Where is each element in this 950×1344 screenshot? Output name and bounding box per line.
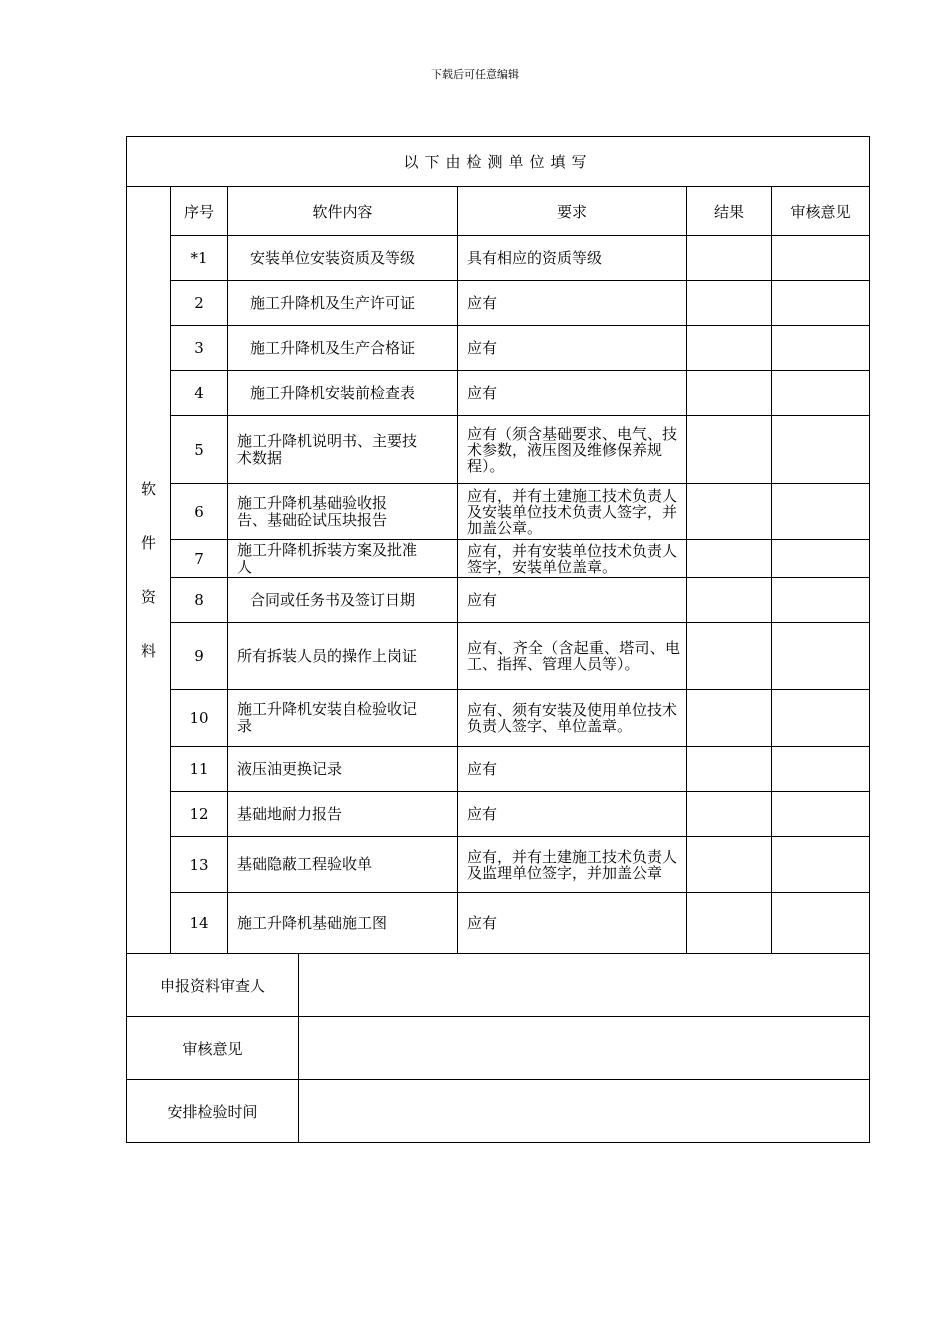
row-requirement: 应有 [458,326,687,371]
row-result[interactable] [687,326,772,371]
row-result[interactable] [687,837,772,893]
row-number: 13 [171,837,228,893]
schedule-field[interactable] [299,1080,870,1143]
table-row [127,281,870,326]
opinion-field[interactable] [299,1017,870,1080]
table-row [127,371,870,416]
col-header-no: 序号 [171,187,228,236]
row-number: 10 [171,690,228,747]
row-content: 基础隐蔽工程验收单 [228,837,458,893]
row-number: 4 [171,371,228,416]
row-number: 9 [171,623,228,690]
row-content: 施工升降机安装自检验收记录 [228,690,458,747]
row-content: 所有拆装人员的操作上岗证 [228,623,458,690]
row-result[interactable] [687,747,772,792]
reviewer-label: 申报资料审查人 [127,954,299,1017]
row-result[interactable] [687,236,772,281]
row-result[interactable] [687,623,772,690]
col-header-content: 软件内容 [228,187,458,236]
row-content: 施工升降机说明书、主要技术数据 [228,416,458,484]
row-requirement: 应有，并有土建施工技术负责人及安装单位技术负责人签字，并加盖公章。 [458,484,687,540]
row-number: 12 [171,792,228,837]
row-opinion[interactable] [772,236,870,281]
row-content: 基础地耐力报告 [228,792,458,837]
row-content: 施工升降机拆装方案及批准人 [228,540,458,578]
row-opinion[interactable] [772,326,870,371]
row-content: 施工升降机及生产许可证 [228,281,458,326]
col-header-result: 结果 [687,187,772,236]
row-result[interactable] [687,690,772,747]
row-opinion[interactable] [772,792,870,837]
table-row [127,326,870,371]
col-header-requirement: 要求 [458,187,687,236]
side-label-software-materials [127,187,171,954]
footer-row-opinion [127,1017,870,1080]
opinion-label: 审核意见 [127,1017,299,1080]
col-header-opinion: 审核意见 [772,187,870,236]
row-content: 施工升降机安装前检查表 [228,371,458,416]
table-row [127,484,870,540]
footer-row-reviewer [127,954,870,1017]
table-row [127,236,870,281]
table-row [127,540,870,578]
side-char: 件 [140,534,156,552]
row-opinion[interactable] [772,893,870,954]
row-number: 2 [171,281,228,326]
row-content: 施工升降机基础施工图 [228,893,458,954]
row-requirement: 具有相应的资质等级 [458,236,687,281]
row-opinion[interactable] [772,837,870,893]
row-number: 5 [171,416,228,484]
row-requirement: 应有、齐全（含起重、塔司、电工、指挥、管理人员等）。 [458,623,687,690]
row-requirement: 应有 [458,893,687,954]
row-opinion[interactable] [772,281,870,326]
row-requirement: 应有，并有安装单位技术负责人签字，安装单位盖章。 [458,540,687,578]
row-requirement: 应有、须有安装及使用单位技术负责人签字、单位盖章。 [458,690,687,747]
row-content: 施工升降机基础验收报告、基础砼试压块报告 [228,484,458,540]
inspection-table [126,136,870,1143]
row-result[interactable] [687,540,772,578]
reviewer-field[interactable] [299,954,870,1017]
table-row [127,893,870,954]
row-requirement: 应有 [458,747,687,792]
row-result[interactable] [687,416,772,484]
table-row [127,837,870,893]
row-opinion[interactable] [772,690,870,747]
row-requirement: 应有（须含基础要求、电气、技术参数，液压图及维修保养规程）。 [458,416,687,484]
row-opinion[interactable] [772,747,870,792]
row-content: 安装单位安装资质及等级 [228,236,458,281]
row-requirement: 应有，并有土建施工技术负责人及监理单位签字，并加盖公章 [458,837,687,893]
table-row [127,690,870,747]
row-content: 合同或任务书及签订日期 [228,578,458,623]
row-result[interactable] [687,578,772,623]
table-row [127,416,870,484]
row-result[interactable] [687,792,772,837]
row-number: *1 [171,236,228,281]
row-result[interactable] [687,281,772,326]
row-opinion[interactable] [772,540,870,578]
side-char: 料 [140,642,156,660]
row-opinion[interactable] [772,371,870,416]
table-row [127,623,870,690]
row-number: 11 [171,747,228,792]
side-char: 软 [140,480,156,498]
row-opinion[interactable] [772,484,870,540]
row-result[interactable] [687,371,772,416]
row-opinion[interactable] [772,416,870,484]
table-row [127,792,870,837]
row-opinion[interactable] [772,623,870,690]
row-number: 14 [171,893,228,954]
row-opinion[interactable] [772,578,870,623]
row-requirement: 应有 [458,792,687,837]
row-requirement: 应有 [458,578,687,623]
row-number: 3 [171,326,228,371]
row-requirement: 应有 [458,371,687,416]
table-title: 以下由检测单位填写 [127,137,870,187]
row-content: 液压油更换记录 [228,747,458,792]
schedule-label: 安排检验时间 [127,1080,299,1143]
row-requirement: 应有 [458,281,687,326]
row-result[interactable] [687,893,772,954]
table-row [127,747,870,792]
row-content: 施工升降机及生产合格证 [228,326,458,371]
row-number: 7 [171,540,228,578]
footer-row-schedule [127,1080,870,1143]
row-result[interactable] [687,484,772,540]
header-note: 下载后可任意编辑 [431,68,519,81]
row-number: 8 [171,578,228,623]
side-char: 资 [140,588,156,606]
table-row [127,578,870,623]
row-number: 6 [171,484,228,540]
